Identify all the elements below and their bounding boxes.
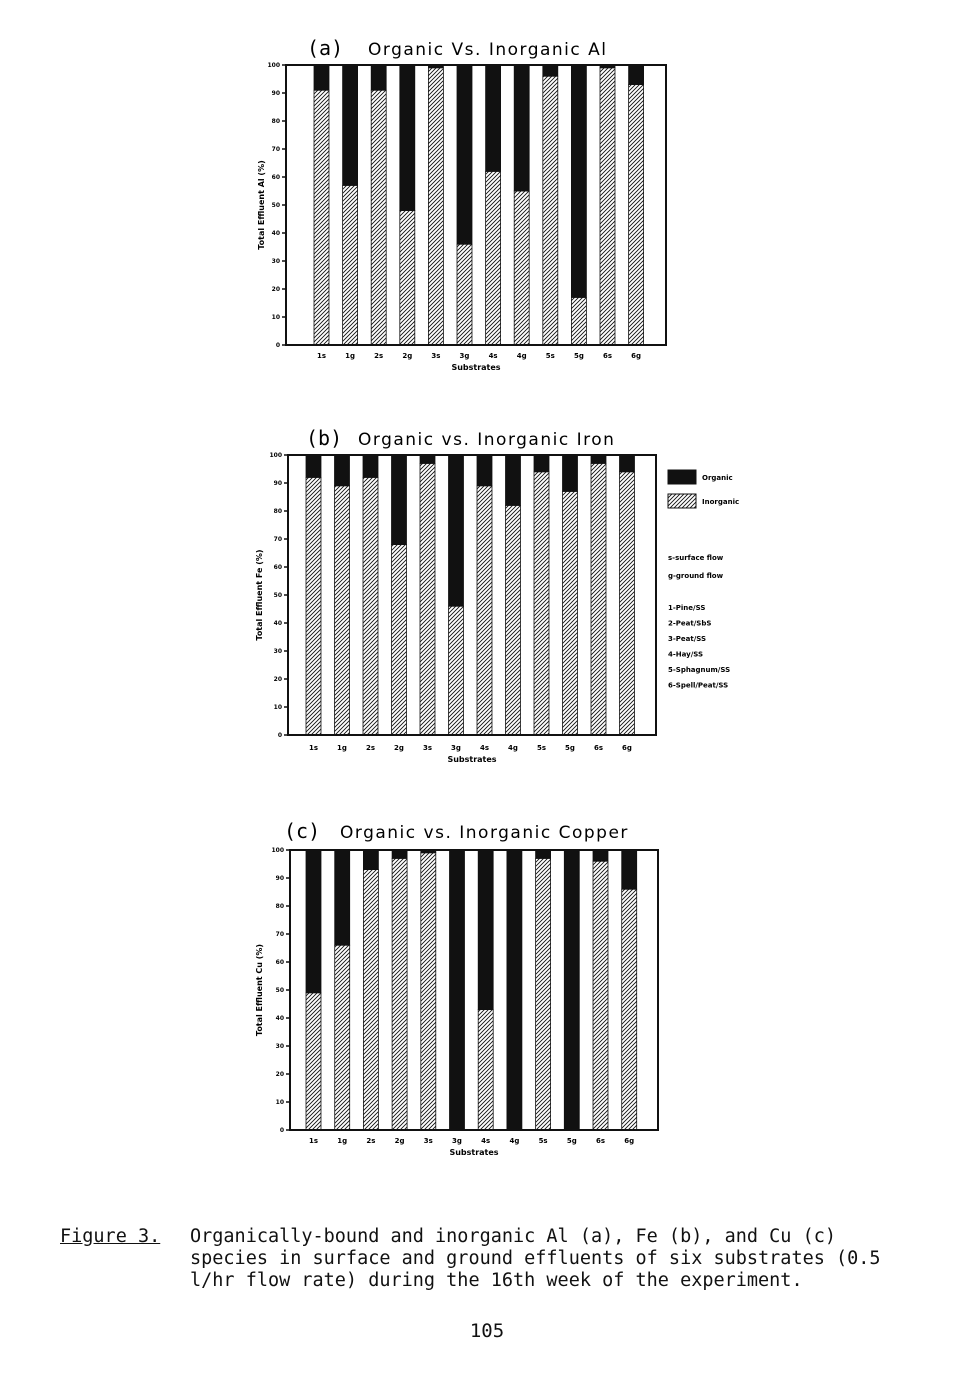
x-tick-4g: 4g bbox=[516, 352, 527, 360]
bar-organic-2g bbox=[400, 65, 415, 211]
bar-organic-4g bbox=[506, 455, 521, 505]
y-tick-50: 50 bbox=[273, 592, 282, 599]
x-tick-2s: 2s bbox=[374, 352, 384, 360]
y-tick-0: 0 bbox=[277, 732, 282, 739]
chart-b-organic-vs-inorganic-iron bbox=[0, 410, 974, 810]
bar-organic-3s bbox=[420, 455, 435, 463]
figure-label: Figure 3. bbox=[60, 1226, 161, 1247]
bar-organic-5g bbox=[564, 850, 579, 1130]
bar-inorganic-6g bbox=[622, 889, 637, 1130]
x-tick-6g: 6g bbox=[624, 1137, 635, 1145]
bar-inorganic-2s bbox=[363, 477, 378, 735]
bar-inorganic-4g bbox=[514, 191, 529, 345]
bar-inorganic-5g bbox=[563, 491, 578, 735]
y-tick-0: 0 bbox=[275, 342, 280, 349]
legend-label-organic: Organic bbox=[702, 474, 733, 482]
bar-organic-5s bbox=[536, 850, 551, 858]
bar-inorganic-1g bbox=[335, 486, 350, 735]
x-tick-1g: 1g bbox=[345, 352, 356, 360]
chart-c-organic-vs-inorganic-copper bbox=[0, 810, 974, 1210]
y-tick-30: 30 bbox=[273, 648, 282, 655]
x-tick-6s: 6s bbox=[602, 352, 613, 360]
y-tick-90: 90 bbox=[275, 875, 284, 882]
y-tick-20: 20 bbox=[275, 1071, 284, 1078]
legend-note-4: 2-Peat/SbS bbox=[668, 619, 712, 628]
bar-organic-6g bbox=[622, 850, 637, 889]
legend-note-7: 5-Sphagnum/SS bbox=[668, 666, 731, 674]
x-tick-1s: 1s bbox=[308, 744, 319, 752]
bar-inorganic-1s bbox=[306, 993, 321, 1130]
legend-note-8: 6-Spell/Peat/SS bbox=[668, 681, 729, 690]
x-tick-2g: 2g bbox=[402, 352, 413, 360]
bar-organic-1s bbox=[306, 455, 321, 477]
y-tick-100: 100 bbox=[271, 847, 284, 854]
x-tick-1g: 1g bbox=[337, 744, 347, 752]
y-tick-50: 50 bbox=[275, 987, 284, 994]
bar-inorganic-4s bbox=[477, 486, 492, 735]
y-tick-90: 90 bbox=[273, 480, 282, 487]
x-tick-4g: 4g bbox=[509, 1137, 520, 1145]
y-tick-60: 60 bbox=[273, 564, 282, 571]
y-tick-80: 80 bbox=[271, 118, 280, 125]
y-tick-40: 40 bbox=[275, 1015, 284, 1022]
bar-organic-1g bbox=[343, 65, 358, 185]
caption-line-1: Organically-bound and inorganic Al (a), Fe (b), and Cu (c) bbox=[190, 1226, 837, 1247]
chart-a-xlabel: Substrates bbox=[451, 363, 501, 372]
bar-inorganic-5g bbox=[571, 297, 586, 345]
figure-caption-text bbox=[190, 1226, 920, 1292]
bar-inorganic-2g bbox=[392, 858, 407, 1130]
legend-note-3: 1-Pine/SS bbox=[668, 604, 706, 612]
bar-organic-5g bbox=[563, 455, 578, 491]
bar-inorganic-4g bbox=[506, 505, 521, 735]
bar-organic-1g bbox=[335, 455, 350, 486]
legend-note-6: 4-Hay/SS bbox=[668, 650, 704, 659]
legend-swatch-organic bbox=[668, 470, 696, 484]
x-tick-1s: 1s bbox=[316, 352, 327, 360]
bar-organic-5s bbox=[543, 65, 558, 76]
y-tick-70: 70 bbox=[273, 536, 282, 543]
x-tick-3s: 3s bbox=[431, 352, 441, 360]
bar-inorganic-3s bbox=[428, 68, 443, 345]
y-tick-60: 60 bbox=[275, 959, 284, 966]
legend-label-inorganic: Inorganic bbox=[702, 498, 740, 506]
y-tick-30: 30 bbox=[271, 258, 280, 265]
x-tick-5g: 5g bbox=[565, 744, 575, 752]
y-tick-70: 70 bbox=[271, 146, 280, 153]
y-tick-80: 80 bbox=[275, 903, 284, 910]
chart-c-title: Organic vs. Inorganic Copper bbox=[340, 823, 629, 843]
x-tick-1g: 1g bbox=[337, 1137, 348, 1145]
bar-organic-4s bbox=[478, 850, 493, 1010]
x-tick-6g: 6g bbox=[622, 744, 632, 752]
bar-organic-4g bbox=[514, 65, 529, 191]
y-tick-100: 100 bbox=[267, 62, 280, 69]
bar-organic-3g bbox=[449, 455, 464, 606]
bar-organic-4s bbox=[477, 455, 492, 486]
chart-a-ylabel: Total Effluent Al (%) bbox=[257, 160, 266, 250]
bar-inorganic-1s bbox=[306, 477, 321, 735]
bar-inorganic-6s bbox=[593, 861, 608, 1130]
x-tick-5s: 5s bbox=[538, 1137, 548, 1145]
x-tick-5g: 5g bbox=[566, 1137, 577, 1145]
bar-organic-6s bbox=[593, 850, 608, 861]
y-tick-40: 40 bbox=[273, 620, 282, 627]
bar-inorganic-6s bbox=[600, 68, 615, 345]
bar-organic-3g bbox=[457, 65, 472, 244]
y-tick-0: 0 bbox=[279, 1127, 284, 1134]
y-tick-10: 10 bbox=[273, 704, 282, 711]
legend-note-5: 3-Peat/SS bbox=[668, 635, 707, 643]
bar-organic-2g bbox=[392, 850, 407, 858]
bar-inorganic-2s bbox=[363, 870, 378, 1130]
y-tick-80: 80 bbox=[273, 508, 282, 515]
y-tick-10: 10 bbox=[271, 314, 280, 321]
bar-organic-2g bbox=[392, 455, 407, 545]
page-number: 105 bbox=[469, 1320, 505, 1342]
x-tick-3s: 3s bbox=[423, 1137, 433, 1145]
x-tick-6s: 6s bbox=[593, 744, 604, 752]
y-tick-10: 10 bbox=[275, 1099, 284, 1106]
bar-organic-2s bbox=[363, 455, 378, 477]
chart-b-xlabel: Substrates bbox=[447, 755, 497, 764]
bar-inorganic-1g bbox=[335, 945, 350, 1130]
y-tick-60: 60 bbox=[271, 174, 280, 181]
bar-inorganic-5s bbox=[534, 472, 549, 735]
bar-inorganic-6s bbox=[591, 463, 606, 735]
legend-note-1: s-surface flow bbox=[668, 554, 724, 562]
chart-b-ylabel: Total Effluent Fe (%) bbox=[255, 549, 264, 641]
chart-b-title: Organic vs. Inorganic Iron bbox=[358, 430, 616, 450]
bar-inorganic-6g bbox=[620, 472, 635, 735]
x-tick-4s: 4s bbox=[481, 1137, 491, 1145]
x-tick-3g: 3g bbox=[452, 1137, 462, 1145]
chart-b-panel-letter: (b) bbox=[306, 426, 343, 450]
x-tick-3g: 3g bbox=[459, 352, 470, 360]
bar-organic-2s bbox=[371, 65, 386, 90]
bar-inorganic-3s bbox=[420, 463, 435, 735]
y-tick-50: 50 bbox=[271, 202, 280, 209]
caption-line-2: species in surface and ground effluents of six substrates (0.5 bbox=[190, 1248, 881, 1269]
bar-organic-6g bbox=[620, 455, 635, 472]
x-tick-5s: 5s bbox=[545, 352, 555, 360]
x-tick-1s: 1s bbox=[308, 1137, 319, 1145]
bar-inorganic-3s bbox=[421, 853, 436, 1130]
y-tick-70: 70 bbox=[275, 931, 284, 938]
y-tick-40: 40 bbox=[271, 230, 280, 237]
x-tick-5s: 5s bbox=[536, 744, 547, 752]
bar-inorganic-1s bbox=[314, 90, 329, 345]
bar-organic-2s bbox=[363, 850, 378, 870]
legend-note-2: g-ground flow bbox=[668, 572, 724, 580]
caption-line-3: l/hr flow rate) during the 16th week of the experiment. bbox=[190, 1270, 803, 1291]
y-tick-30: 30 bbox=[275, 1043, 284, 1050]
bar-inorganic-5s bbox=[536, 858, 551, 1130]
bar-organic-5s bbox=[534, 455, 549, 472]
x-tick-3s: 3s bbox=[422, 744, 433, 752]
y-tick-100: 100 bbox=[269, 452, 282, 459]
legend-swatch-inorganic bbox=[668, 494, 696, 508]
y-tick-20: 20 bbox=[273, 676, 282, 683]
bar-inorganic-4s bbox=[478, 1010, 493, 1130]
x-tick-3g: 3g bbox=[451, 744, 461, 752]
bar-inorganic-6g bbox=[629, 85, 644, 345]
bar-organic-4g bbox=[507, 850, 522, 1130]
bar-inorganic-3g bbox=[449, 606, 464, 735]
x-tick-4g: 4g bbox=[508, 744, 518, 752]
bar-inorganic-4s bbox=[486, 171, 501, 345]
chart-a-organic-vs-inorganic-al bbox=[0, 0, 974, 410]
y-tick-90: 90 bbox=[271, 90, 280, 97]
bar-organic-1g bbox=[335, 850, 350, 945]
bar-organic-1s bbox=[306, 850, 321, 993]
bar-organic-3g bbox=[450, 850, 465, 1130]
chart-a-title: Organic Vs. Inorganic Al bbox=[368, 40, 608, 60]
x-tick-6s: 6s bbox=[595, 1137, 606, 1145]
chart-a-panel-letter: (a) bbox=[307, 36, 344, 60]
bar-inorganic-3g bbox=[457, 244, 472, 345]
y-tick-20: 20 bbox=[271, 286, 280, 293]
chart-c-xlabel: Substrates bbox=[449, 1148, 499, 1157]
bar-inorganic-2g bbox=[392, 545, 407, 735]
bar-inorganic-2g bbox=[400, 211, 415, 345]
bar-inorganic-1g bbox=[343, 185, 358, 345]
bar-organic-6s bbox=[591, 455, 606, 463]
bar-inorganic-2s bbox=[371, 90, 386, 345]
bar-organic-5g bbox=[571, 65, 586, 297]
bar-organic-6g bbox=[629, 65, 644, 85]
x-tick-5g: 5g bbox=[573, 352, 584, 360]
bar-inorganic-5s bbox=[543, 76, 558, 345]
x-tick-4s: 4s bbox=[479, 744, 490, 752]
bar-organic-1s bbox=[314, 65, 329, 90]
x-tick-4s: 4s bbox=[488, 352, 498, 360]
x-tick-2s: 2s bbox=[366, 1137, 376, 1145]
x-tick-6g: 6g bbox=[631, 352, 642, 360]
x-tick-2g: 2g bbox=[394, 1137, 405, 1145]
chart-c-panel-letter: (c) bbox=[284, 819, 321, 843]
x-tick-2g: 2g bbox=[394, 744, 404, 752]
x-tick-2s: 2s bbox=[365, 744, 376, 752]
bar-organic-4s bbox=[486, 65, 501, 171]
chart-c-ylabel: Total Effluent Cu (%) bbox=[255, 943, 264, 1037]
